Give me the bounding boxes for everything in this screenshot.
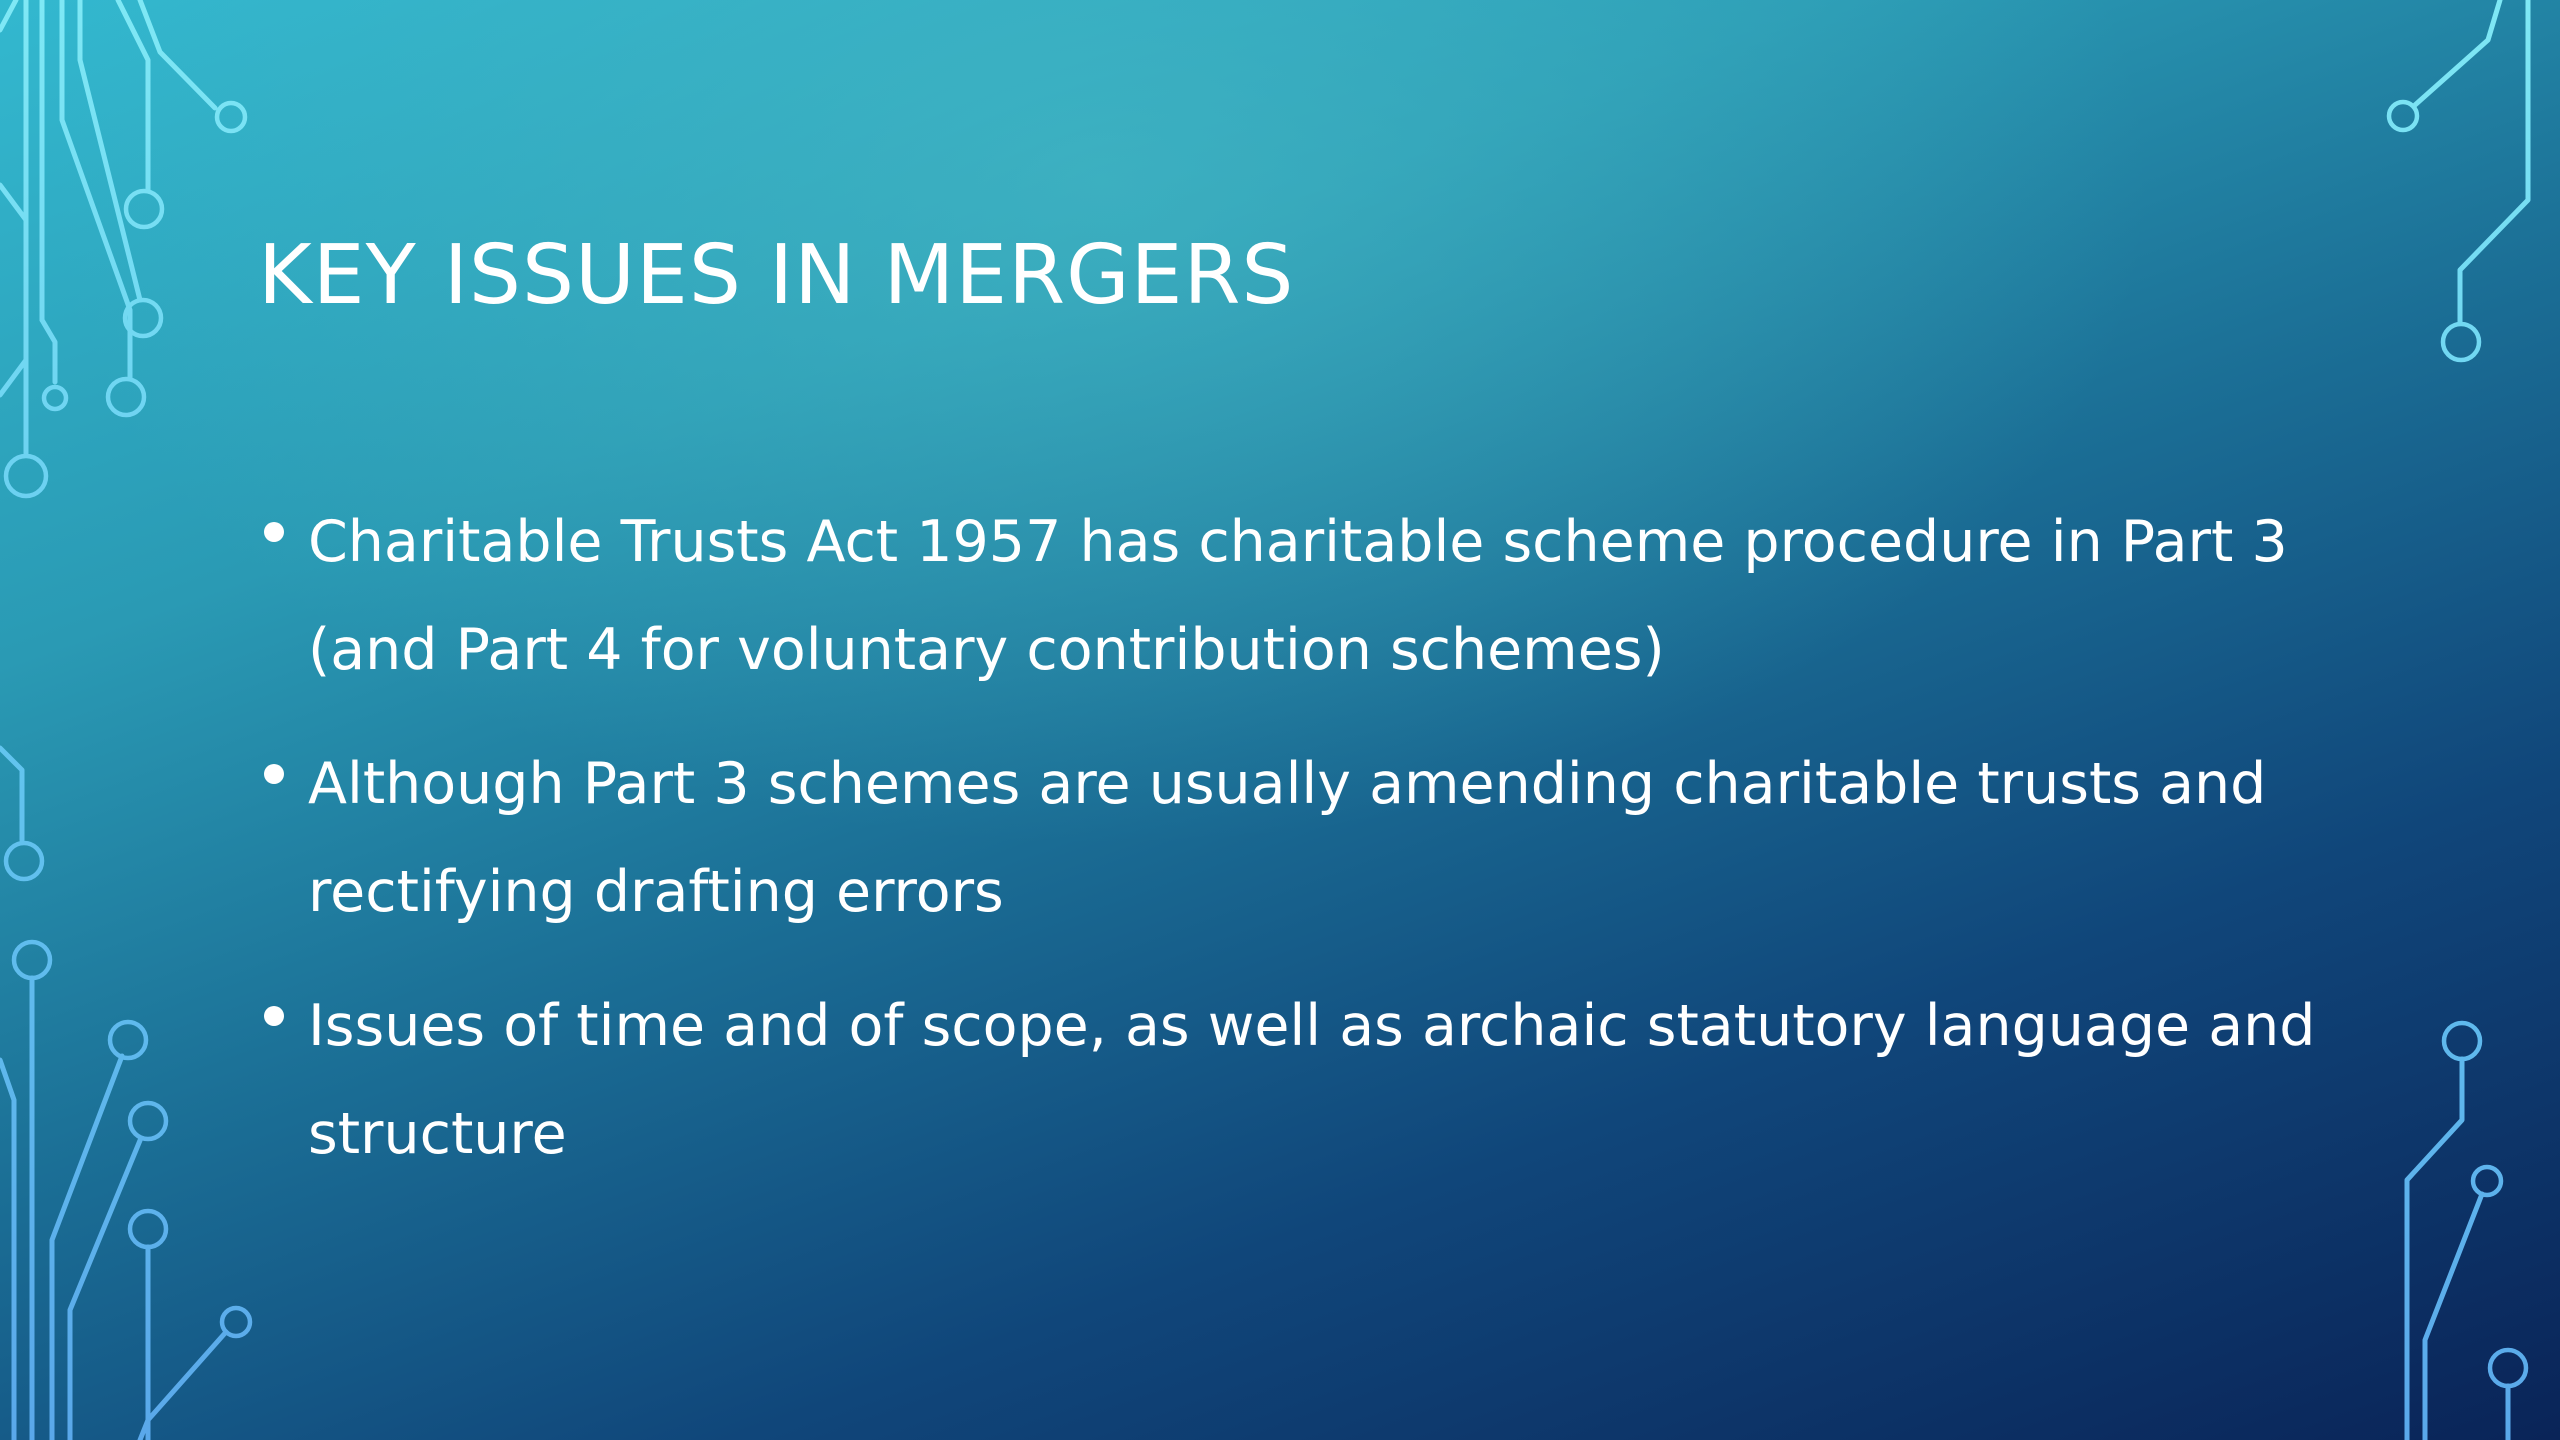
bullet-text: Issues of time and of scope, as well as archaic statutory language and structure [308, 993, 2316, 1167]
bullet-text: Charitable Trusts Act 1957 has charitable scheme procedure in Part 3 (and Part 4 for voluntary contribution schemes) [308, 509, 2288, 683]
bullet-item [260, 730, 2320, 946]
circuit-right-top [2389, 0, 2528, 360]
slide-title: KEY ISSUES IN MERGERS [258, 228, 1295, 323]
circuit-left-bottom [0, 942, 250, 1440]
bullet-list [260, 488, 2320, 1214]
bullet-item [260, 972, 2320, 1188]
bullet-dot-icon [264, 522, 284, 542]
bullet-text: Although Part 3 schemes are usually amending charitable trusts and rectifying drafting errors [308, 751, 2267, 925]
bullet-item [260, 488, 2320, 704]
bullet-dot-icon [264, 1006, 284, 1026]
circuit-right-bottom [2407, 1023, 2526, 1440]
circuit-left-middle [0, 748, 42, 879]
circuit-left-top [0, 0, 245, 496]
bullet-dot-icon [264, 764, 284, 784]
